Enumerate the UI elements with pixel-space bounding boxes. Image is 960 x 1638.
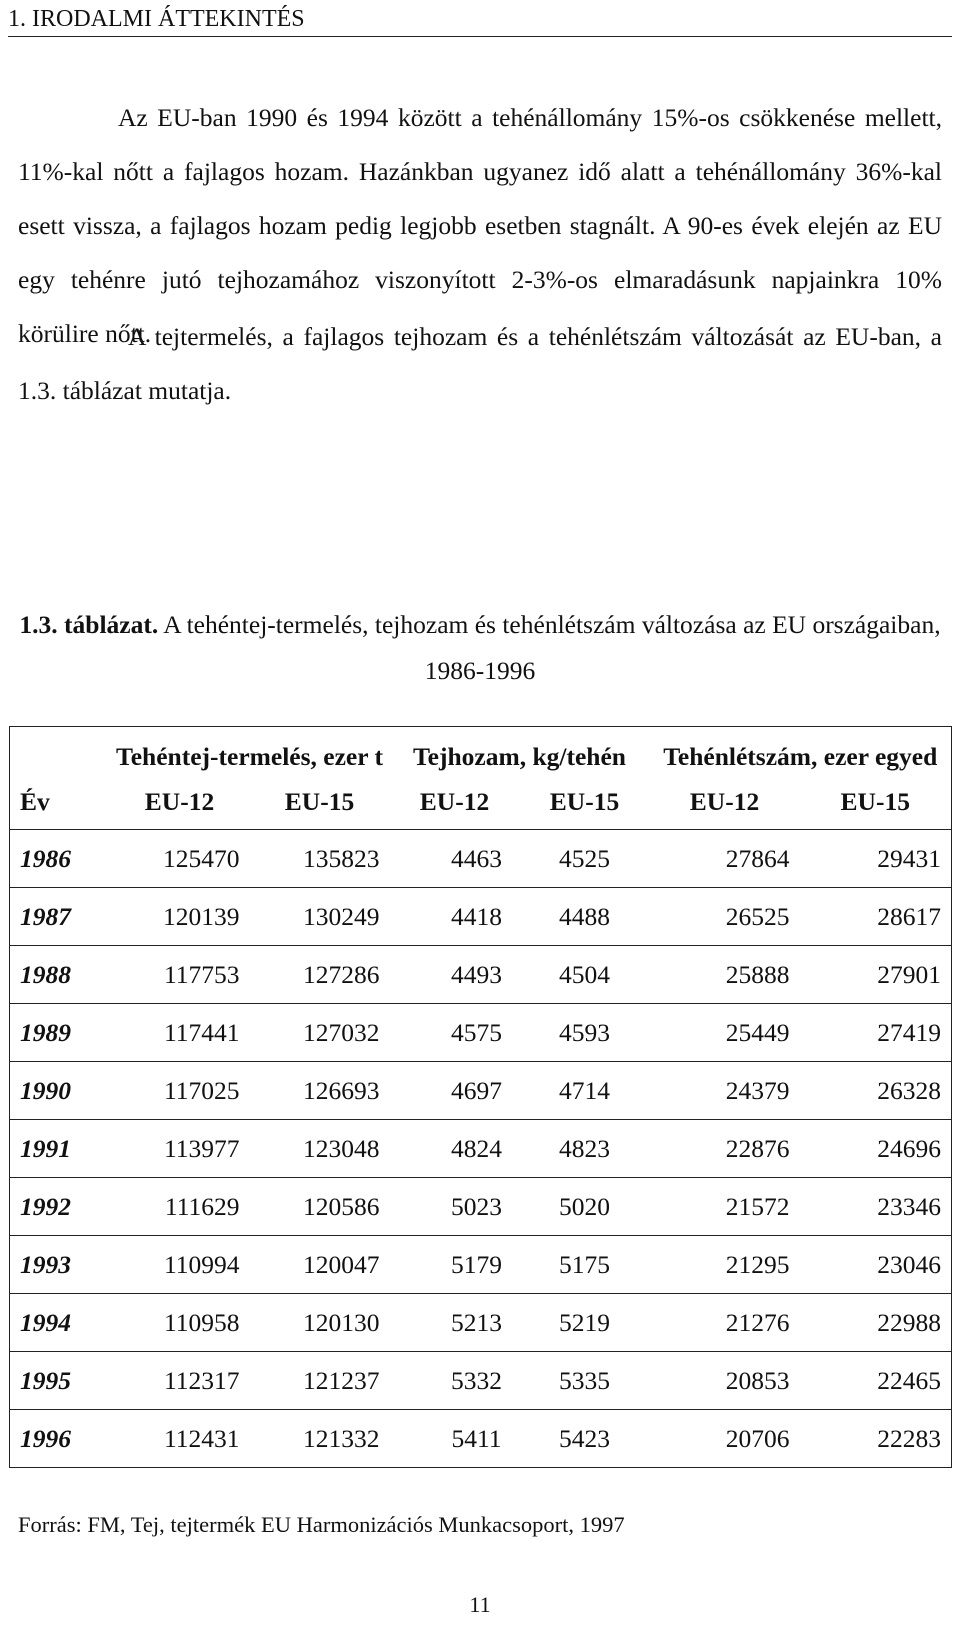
- body-paragraph-2: A tejtermelés, a fajlagos tejhozam és a tehénlétszám változását az EU-ban, a 1.3. táblázat mutatja.: [18, 322, 942, 405]
- value-cell: 27419: [800, 1004, 952, 1062]
- table-row: [10, 1410, 952, 1468]
- year-header: Év: [10, 775, 110, 830]
- value-cell: 28617: [800, 888, 952, 946]
- value-cell: 20853: [650, 1352, 800, 1410]
- value-cell: 117753: [110, 946, 250, 1004]
- value-cell: 117025: [110, 1062, 250, 1120]
- value-cell: 125470: [110, 830, 250, 888]
- year-cell: 1989: [10, 1004, 110, 1062]
- value-cell: 112431: [110, 1410, 250, 1468]
- value-cell: 5023: [390, 1178, 520, 1236]
- table-caption-label: 1.3. táblázat.: [19, 610, 159, 639]
- value-cell: 4488: [520, 888, 650, 946]
- value-cell: 4824: [390, 1120, 520, 1178]
- value-cell: 110994: [110, 1236, 250, 1294]
- table-row: [10, 830, 952, 888]
- value-cell: 127032: [250, 1004, 390, 1062]
- value-cell: 20706: [650, 1410, 800, 1468]
- value-cell: 5335: [520, 1352, 650, 1410]
- value-cell: 4593: [520, 1004, 650, 1062]
- year-cell: 1992: [10, 1178, 110, 1236]
- value-cell: 120130: [250, 1294, 390, 1352]
- table-caption-text: A tehéntej-termelés, tejhozam és tehénlétszám változása az EU országaiban, 1986-1996: [163, 610, 941, 685]
- table-row: [10, 1178, 952, 1236]
- year-cell: 1987: [10, 888, 110, 946]
- body-paragraph-1: Az EU-ban 1990 és 1994 között a tehénállomány 15%-os csökkenése mellett, 11%-kal nőtt a fajlagos hozam. Hazánkban ugyanez idő alatt a tehénállomány 36%-kal esett vissza, a fajlagos hozam pedig legjobb esetben stagnált. A 90-es évek elején az EU egy tehénre jutó tejhozamához viszonyított 2-3%-os elmaradásunk napjainkra 10% körülire nőtt.: [18, 103, 942, 348]
- value-cell: 5175: [520, 1236, 650, 1294]
- value-cell: 5411: [390, 1410, 520, 1468]
- table-row: [10, 1004, 952, 1062]
- value-cell: 4525: [520, 830, 650, 888]
- value-cell: 5020: [520, 1178, 650, 1236]
- value-cell: 21276: [650, 1294, 800, 1352]
- sub-header: EU-12: [419, 787, 490, 816]
- table-row: [10, 1236, 952, 1294]
- value-cell: 4575: [390, 1004, 520, 1062]
- value-cell: 4823: [520, 1120, 650, 1178]
- empty-corner-cell: [10, 727, 110, 776]
- value-cell: 4697: [390, 1062, 520, 1120]
- data-table: [9, 726, 952, 1468]
- table-row: [10, 888, 952, 946]
- value-cell: 22465: [800, 1352, 952, 1410]
- value-cell: 4418: [390, 888, 520, 946]
- value-cell: 120586: [250, 1178, 390, 1236]
- value-cell: 22876: [650, 1120, 800, 1178]
- chapter-header: 1. IRODALMI ÁTTEKINTÉS: [8, 2, 952, 37]
- sub-header: EU-15: [549, 787, 620, 816]
- value-cell: 135823: [250, 830, 390, 888]
- value-cell: 121332: [250, 1410, 390, 1468]
- table-row: [10, 946, 952, 1004]
- value-cell: 21295: [650, 1236, 800, 1294]
- value-cell: 25449: [650, 1004, 800, 1062]
- value-cell: 4463: [390, 830, 520, 888]
- value-cell: 5213: [390, 1294, 520, 1352]
- value-cell: 110958: [110, 1294, 250, 1352]
- value-cell: 29431: [800, 830, 952, 888]
- value-cell: 4504: [520, 946, 650, 1004]
- sub-header: EU-12: [689, 787, 760, 816]
- sub-header: EU-15: [800, 775, 952, 830]
- value-cell: 5332: [390, 1352, 520, 1410]
- value-cell: 23346: [800, 1178, 952, 1236]
- value-cell: 111629: [110, 1178, 250, 1236]
- group-header-production: Tehéntej-termelés, ezer t: [110, 727, 390, 776]
- value-cell: 24379: [650, 1062, 800, 1120]
- sub-header: EU-12: [144, 787, 215, 816]
- value-cell: 23046: [800, 1236, 952, 1294]
- table-row: [10, 1120, 952, 1178]
- value-cell: 24696: [800, 1120, 952, 1178]
- value-cell: 22283: [800, 1410, 952, 1468]
- value-cell: 5423: [520, 1410, 650, 1468]
- value-cell: 25888: [650, 946, 800, 1004]
- sub-header: EU-15: [284, 787, 355, 816]
- table-row: [10, 1294, 952, 1352]
- value-cell: 127286: [250, 946, 390, 1004]
- value-cell: 21572: [650, 1178, 800, 1236]
- year-cell: 1995: [10, 1352, 110, 1410]
- value-cell: 123048: [250, 1120, 390, 1178]
- value-cell: 26525: [650, 888, 800, 946]
- year-cell: 1994: [10, 1294, 110, 1352]
- year-cell: 1996: [10, 1410, 110, 1468]
- value-cell: 121237: [250, 1352, 390, 1410]
- year-cell: 1988: [10, 946, 110, 1004]
- year-cell: 1986: [10, 830, 110, 888]
- value-cell: 130249: [250, 888, 390, 946]
- value-cell: 120139: [110, 888, 250, 946]
- table-caption: [18, 602, 942, 694]
- table-row: [10, 1352, 952, 1410]
- value-cell: 4493: [390, 946, 520, 1004]
- year-cell: 1993: [10, 1236, 110, 1294]
- value-cell: 27901: [800, 946, 952, 1004]
- table-row: [10, 1062, 952, 1120]
- value-cell: 113977: [110, 1120, 250, 1178]
- value-cell: 5219: [520, 1294, 650, 1352]
- value-cell: 120047: [250, 1236, 390, 1294]
- value-cell: 126693: [250, 1062, 390, 1120]
- value-cell: 117441: [110, 1004, 250, 1062]
- year-cell: 1990: [10, 1062, 110, 1120]
- value-cell: 112317: [110, 1352, 250, 1410]
- year-cell: 1991: [10, 1120, 110, 1178]
- value-cell: 26328: [800, 1062, 952, 1120]
- group-header-yield: Tejhozam, kg/tehén: [390, 727, 650, 776]
- value-cell: 27864: [650, 830, 800, 888]
- group-header-herd-size: Tehénlétszám, ezer egyed: [650, 727, 952, 776]
- table-source-note: Forrás: FM, Tej, tejtermék EU Harmonizációs Munkacsoport, 1997: [18, 1512, 625, 1537]
- value-cell: 22988: [800, 1294, 952, 1352]
- value-cell: 5179: [390, 1236, 520, 1294]
- value-cell: 4714: [520, 1062, 650, 1120]
- page-number: 11: [469, 1592, 491, 1617]
